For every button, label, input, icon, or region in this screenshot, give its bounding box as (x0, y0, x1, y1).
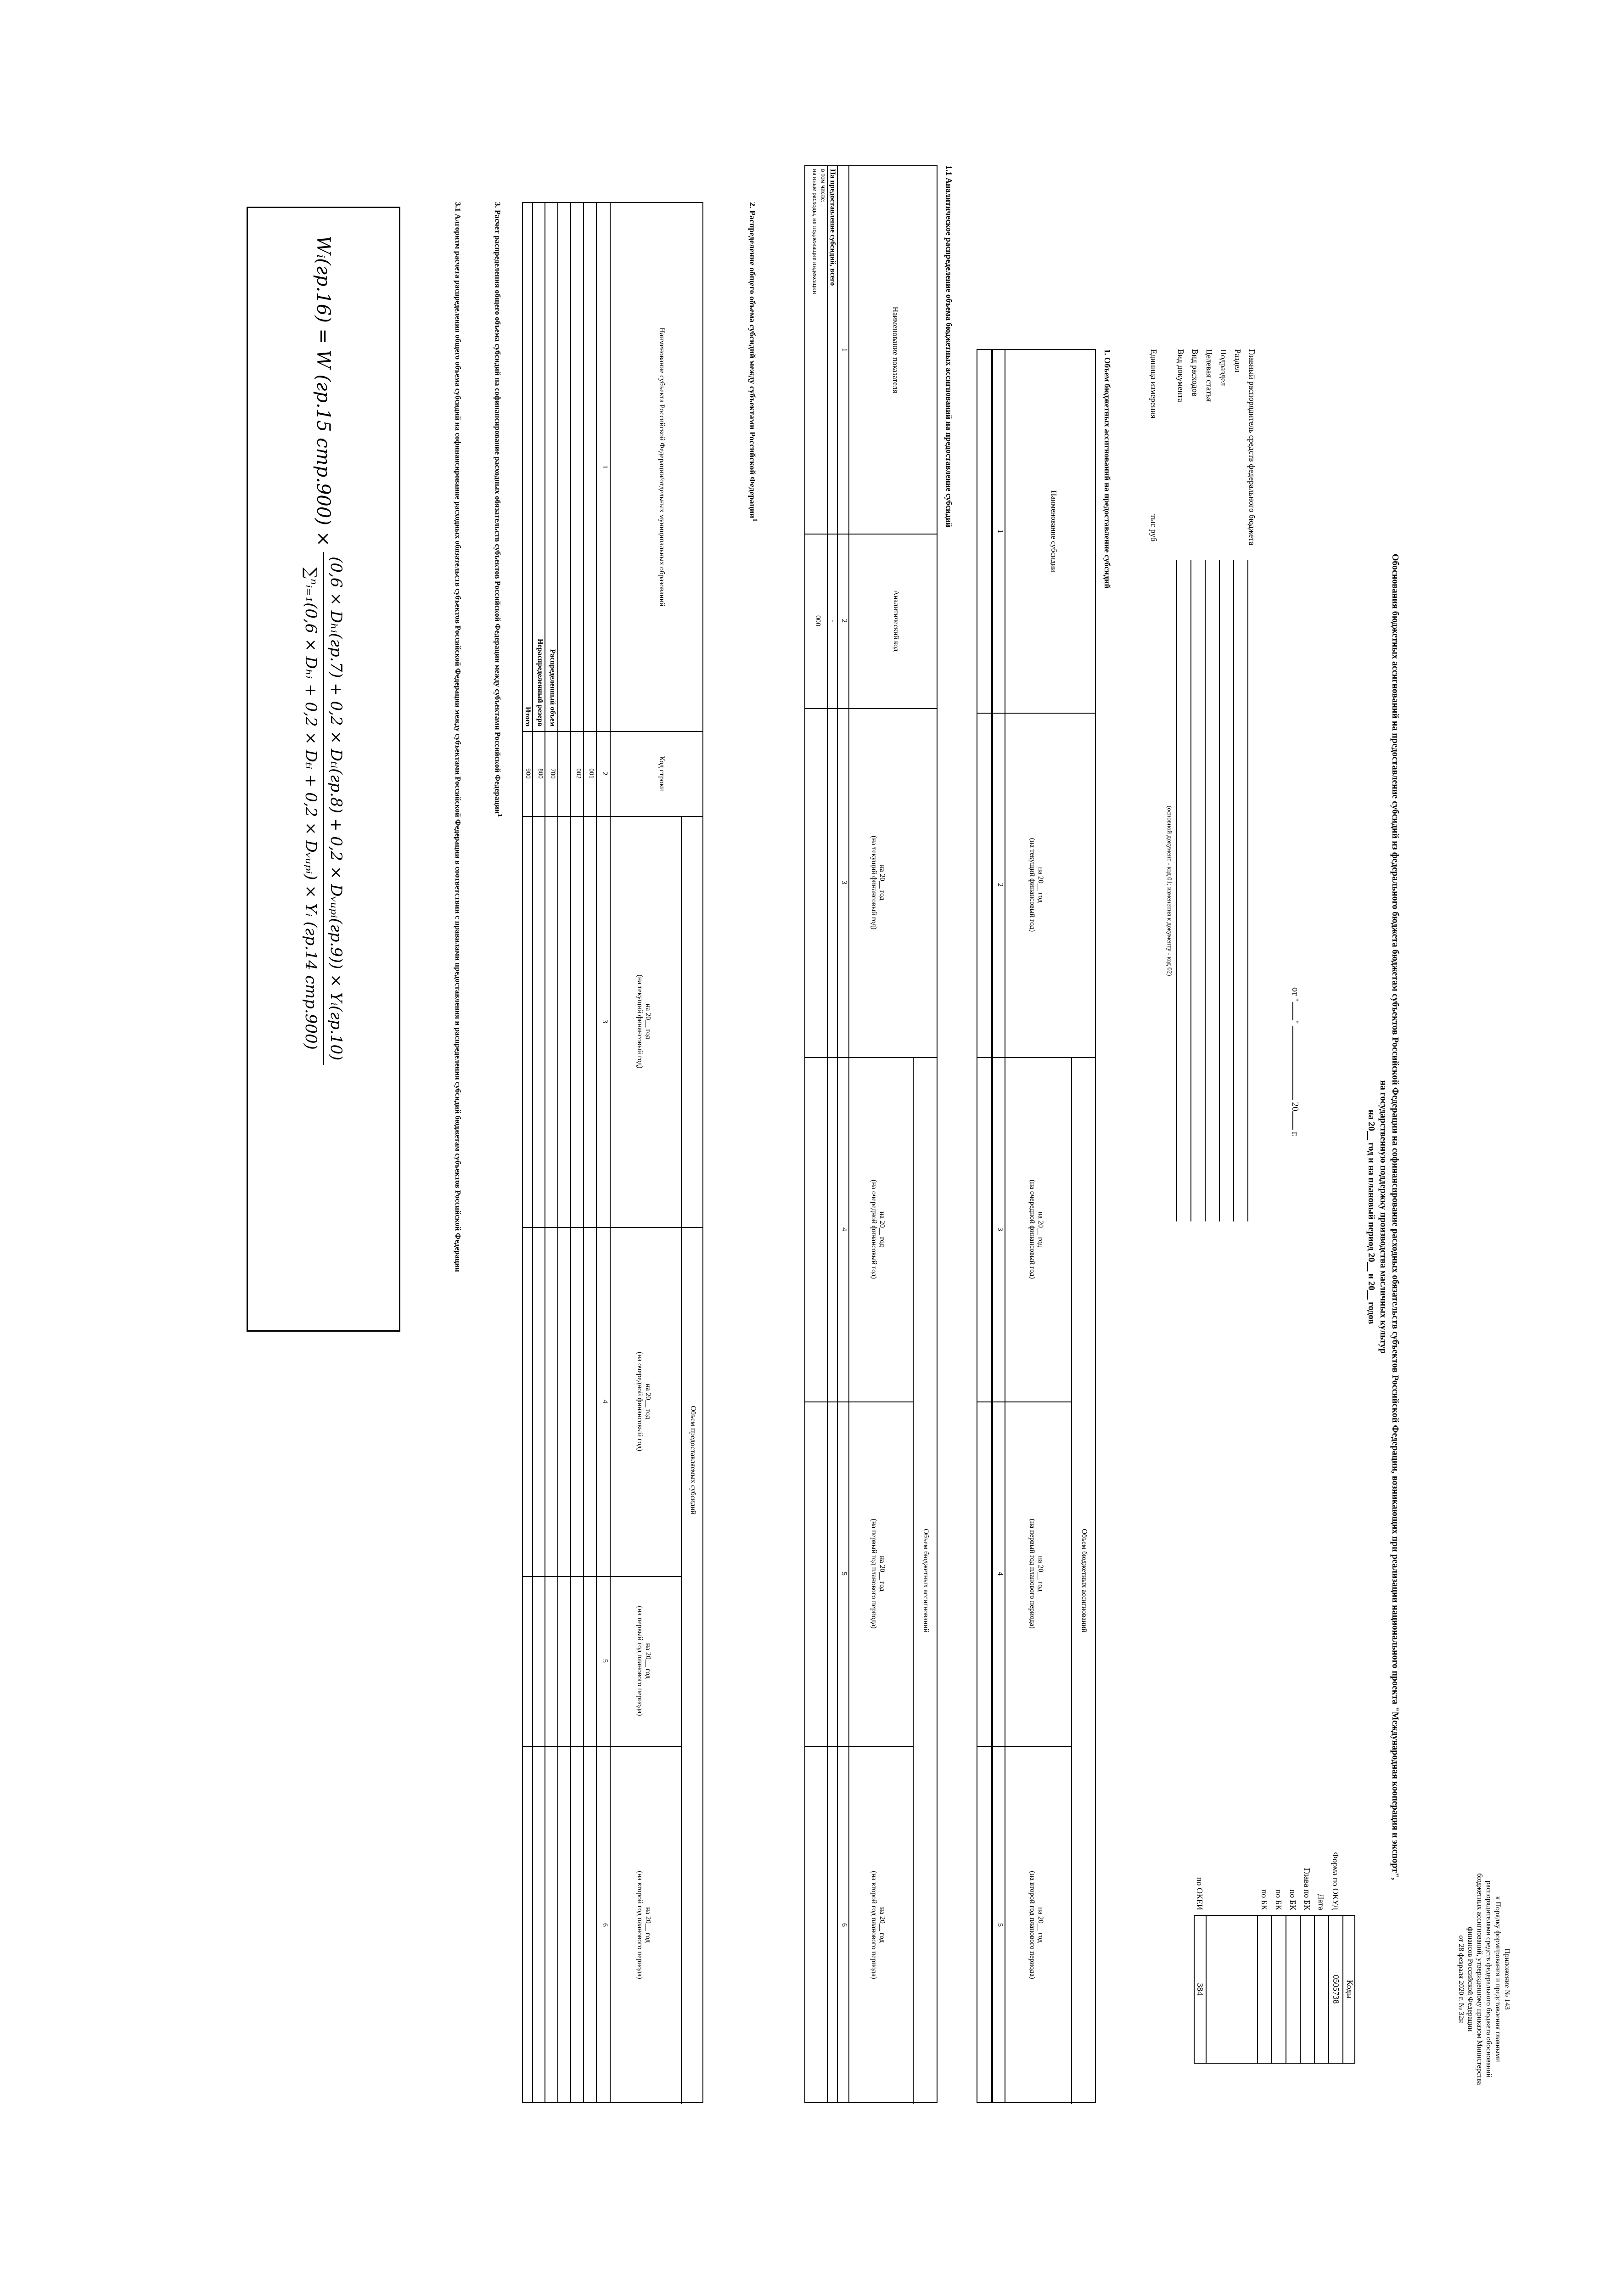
section1-col-2 (1027, 1057, 1044, 1401)
formula-box (247, 207, 400, 1332)
section1-col-1 (1027, 713, 1044, 1057)
section2-row-code: 800 (537, 768, 544, 779)
codes-row (1194, 1722, 1207, 2071)
unit-value: тыс руб (1149, 514, 1158, 542)
section11-row-code: - (829, 619, 837, 622)
col-year: на 20__ год (1037, 1907, 1044, 1943)
appendix-line: финансов Российской Федерации (1466, 1926, 1474, 2032)
codes-row-label: по БК (1274, 1889, 1283, 1910)
col-year: на 20__ год (1037, 867, 1044, 903)
col-period: (на очередной финансовый год) (1028, 1179, 1036, 1279)
section3-heading (493, 202, 504, 1396)
col-period: (на очередной финансовый год) (635, 1351, 644, 1452)
section2-row-code: 001 (588, 768, 595, 779)
appendix-note (1456, 1860, 1511, 2099)
section1-col-3 (1027, 1401, 1044, 1746)
section1-num-4: 4 (996, 1572, 1004, 1576)
section2-row-name: Нераспределенный резерв (536, 638, 544, 726)
codes-row (1328, 1722, 1342, 2071)
doc-note: (основной документ - код 01; изменения к документу - код 02) (1166, 805, 1173, 976)
section2-row-code: 900 (524, 768, 532, 779)
section1-table (977, 349, 1096, 2103)
codes-row-label: Форма по ОКУД (1331, 1852, 1340, 1910)
section1-num-3: 3 (996, 1227, 1004, 1231)
section1-heading: 1. Объем бюджетных ассигнований на предоставление субсидий (1103, 349, 1112, 589)
section2-row-code: 700 (549, 768, 556, 779)
section11-num-5: 5 (840, 1572, 848, 1576)
col-period: (на второй год планового периода) (635, 1871, 644, 1979)
header-field (1202, 349, 1216, 1221)
codes-row-value (1271, 1915, 1286, 2064)
section2-heading-text: 2. Распределение общего объема субсидий между субъектами Российской Федерации (748, 202, 757, 518)
col-year: на 20__ год (644, 1384, 652, 1419)
header-field-label: Вид расходов (1190, 349, 1200, 397)
section11-table (804, 165, 938, 2103)
header-field-label: Раздел (1233, 349, 1242, 372)
col-period: (на текущий финансовый год) (635, 974, 644, 1069)
codes-row (1314, 1722, 1328, 2071)
date-from: от " (1290, 987, 1300, 1002)
codes-header: Коды (1342, 1915, 1355, 2064)
codes-row-value (1286, 1915, 1300, 2064)
codes-row-value: 384 (1194, 1915, 1207, 2064)
section11-group: Объем бюджетных ассигнований (922, 1529, 930, 1632)
section2-num-5: 5 (601, 1659, 609, 1663)
header-field (1216, 349, 1230, 1221)
section1-col-4 (1027, 1746, 1044, 2104)
formula-denominator: ∑ⁿᵢ₌₁(0,6 × Dₕᵢ + 0,2 × Dₜᵢ + 0,2 × Dᵥᵤₚᵢ) × Yᵢ (гр.14 стр.900) (302, 567, 320, 1050)
header-field-label: Подраздел (1219, 349, 1228, 386)
section2-col-4 (635, 1227, 652, 1576)
codes-row (1207, 1722, 1257, 2071)
page-title (1365, 253, 1401, 2181)
col-year: на 20__ год (644, 1643, 652, 1679)
section11-row-name: в том числе: (820, 169, 826, 203)
appendix-line: от 28 февраля 2020 г. № 32н (1457, 1935, 1465, 2023)
unit-field (1142, 349, 1161, 1221)
codes-row-value (1300, 1915, 1314, 2064)
date-year: 20 (1290, 1102, 1300, 1111)
section11-num-4: 4 (840, 1227, 848, 1231)
section1-num-5: 5 (996, 1923, 1004, 1927)
section1-col-name: Наименование субсидии (1050, 490, 1058, 572)
codes-row (1286, 1722, 1300, 2071)
section2-col-name: Наименование субъекта Российской Федерации/отдельных муниципальных образований (658, 327, 666, 607)
appendix-line: к Порядку формирования и представления главными (1494, 1896, 1502, 2062)
codes-row-label: Глава по БК (1303, 1868, 1312, 1910)
col-year: на 20__ год (878, 1556, 886, 1592)
codes-row-value (1206, 1915, 1257, 2064)
formula-lhs: Wᵢ(гр.16) = W (гр.15 стр.900) × (313, 236, 334, 547)
appendix-line: Приложение № 143 (1503, 1948, 1511, 2010)
col-year: на 20__ год (878, 865, 886, 900)
section2-col-code: Код строки (658, 756, 666, 791)
header-field (1230, 349, 1245, 1221)
section2-num-2: 2 (601, 771, 609, 776)
section11-num-3: 3 (840, 881, 848, 884)
codes-row (1257, 1722, 1271, 2071)
codes-row-value (1257, 1915, 1271, 2064)
title-line: на 20__ год и на плановый период 20__ и 20__ годов (1366, 1109, 1376, 1324)
section11-row-name: На предоставление субсидий, всего (829, 169, 837, 286)
codes-row-value (1314, 1915, 1328, 2064)
col-period: (на первый год планового периода) (635, 1606, 644, 1716)
col-period: (на текущий финансовый год) (870, 835, 878, 930)
col-year: на 20__ год (644, 1907, 652, 1943)
col-period: (на второй год планового периода) (1028, 1871, 1036, 1979)
section11-num-6: 6 (840, 1923, 848, 1927)
section11-row-code: 000 (814, 615, 822, 626)
header-field (1188, 349, 1202, 1221)
header-field (1245, 349, 1259, 1221)
codes-row-label: Дата (1317, 1894, 1326, 1910)
section3-heading-text: 3. Расчет распределения общего объема субсидий на софинансирование расходных обязательств субъектов Российской Федерации между субъектами Российской Федерации (493, 202, 502, 814)
section11-col-name: Наименование показателя (891, 306, 900, 394)
section2-row-name: Распределенный объем (549, 649, 556, 726)
appendix-line: бюджетных ассигнований, утвержденному приказом Министерства (1476, 1873, 1483, 2085)
col-period: (на первый год планового периода) (870, 1519, 878, 1629)
section11-col-4 (869, 1057, 886, 1401)
codes-row-label (1207, 1722, 1257, 1915)
section2-heading (747, 202, 758, 522)
section31-heading: 3.1 Алгоритм расчета распределения общего объема субсидий на софинансирование расходных обязательств субъектов Российской Федерации между субъектами Российской Федерации в соответствии с правилами предоставления и распределения субсидий бюджетам субъектов Российской Федерации (454, 202, 462, 1272)
date-g: г. (1290, 1131, 1300, 1137)
col-year: на 20__ год (878, 1211, 886, 1247)
footnote-mark: 1 (496, 814, 504, 817)
codes-row (1300, 1722, 1314, 2071)
appendix-line: распорядителями средств федерального бюджета обоснований (1485, 1880, 1493, 2078)
title-line: Обоснования бюджетных ассигнований на предоставление субсидий из федерального бюджета бюджетам субъектов Российской Федерации на софинансирование расходных обязательств субъектов Российской Федерации, возникающих при реализации национального проекта "Международная кооперация и экспорт", (1390, 553, 1400, 1880)
section1-group: Объем бюджетных ассигнований (1080, 1529, 1088, 1632)
formula-numerator: (0,6 × Dₕᵢ(гр.7) + 0,2 × Dₜᵢ(гр.8) + 0,2 × Dᵥᵤₚᵢ(гр.9)) × Yᵢ(гр.10) (323, 552, 345, 1065)
col-year: на 20__ год (644, 1003, 652, 1040)
codes-row (1271, 1722, 1286, 2071)
section11-num-1: 1 (840, 348, 848, 352)
section11-col-3 (869, 708, 886, 1057)
section11-col-code: Аналитический код (892, 590, 900, 652)
codes-row-label: по БК (1260, 1889, 1269, 1910)
unit-label: Единица измерения (1149, 349, 1158, 419)
section2-col-6 (635, 1746, 652, 2104)
col-year: на 20__ год (1037, 1211, 1044, 1247)
codes-header-row (1342, 1722, 1355, 2071)
col-period: (на второй год планового периода) (870, 1871, 878, 1979)
section1-num-1: 1 (996, 529, 1004, 533)
col-period: (на первый год планового периода) (1028, 1519, 1036, 1629)
section2-row-name: Итого (524, 707, 532, 726)
section11-row-name: на иные расходы, не подлежащие индексации (811, 169, 818, 294)
section2-table (522, 202, 703, 2103)
codes-row-label: по ОКЕИ (1195, 1877, 1204, 1910)
header-fields (1142, 349, 1259, 1221)
codes-row-label: по БК (1288, 1889, 1297, 1910)
section2-col-3 (635, 816, 652, 1227)
header-field-label: Вид документа (1176, 349, 1185, 402)
date-line (1290, 987, 1300, 1137)
section11-num-2: 2 (840, 619, 848, 623)
formula-fraction (302, 552, 345, 1065)
section2-group: Объем предоставляемых субсидий (689, 1406, 697, 1514)
section11-col-5 (869, 1401, 886, 1746)
date-quote: " (1290, 1020, 1300, 1024)
col-year: на 20__ год (1037, 1556, 1044, 1592)
footnote-mark: 1 (751, 518, 758, 522)
section1-num-2: 2 (996, 883, 1004, 887)
col-period: (на очередной финансовый год) (870, 1179, 878, 1279)
codes-box (1194, 1722, 1355, 2071)
header-field-label: Главный распорядитель средств федерального бюджета (1247, 349, 1257, 546)
section11-col-6 (869, 1746, 886, 2104)
section2-row-code: 002 (575, 768, 582, 779)
title-line: на государственную поддержку производства масличных культур (1378, 1080, 1388, 1354)
section2-num-3: 3 (601, 1019, 609, 1024)
section2-num-6: 6 (601, 1923, 609, 1927)
section2-num-4: 4 (601, 1400, 609, 1403)
section11-heading: 1.1 Аналитическое распределение объема бюджетных ассигнований на предоставление субсидий (944, 165, 954, 528)
col-period: (на текущий финансовый год) (1028, 838, 1036, 932)
section2-num-1: 1 (601, 465, 609, 469)
header-field-label: Целевая статья (1205, 349, 1214, 402)
codes-row-value: 0505738 (1328, 1915, 1342, 2064)
col-year: на 20__ год (878, 1907, 886, 1943)
section2-col-5 (635, 1576, 652, 1746)
header-field (1173, 349, 1188, 1221)
